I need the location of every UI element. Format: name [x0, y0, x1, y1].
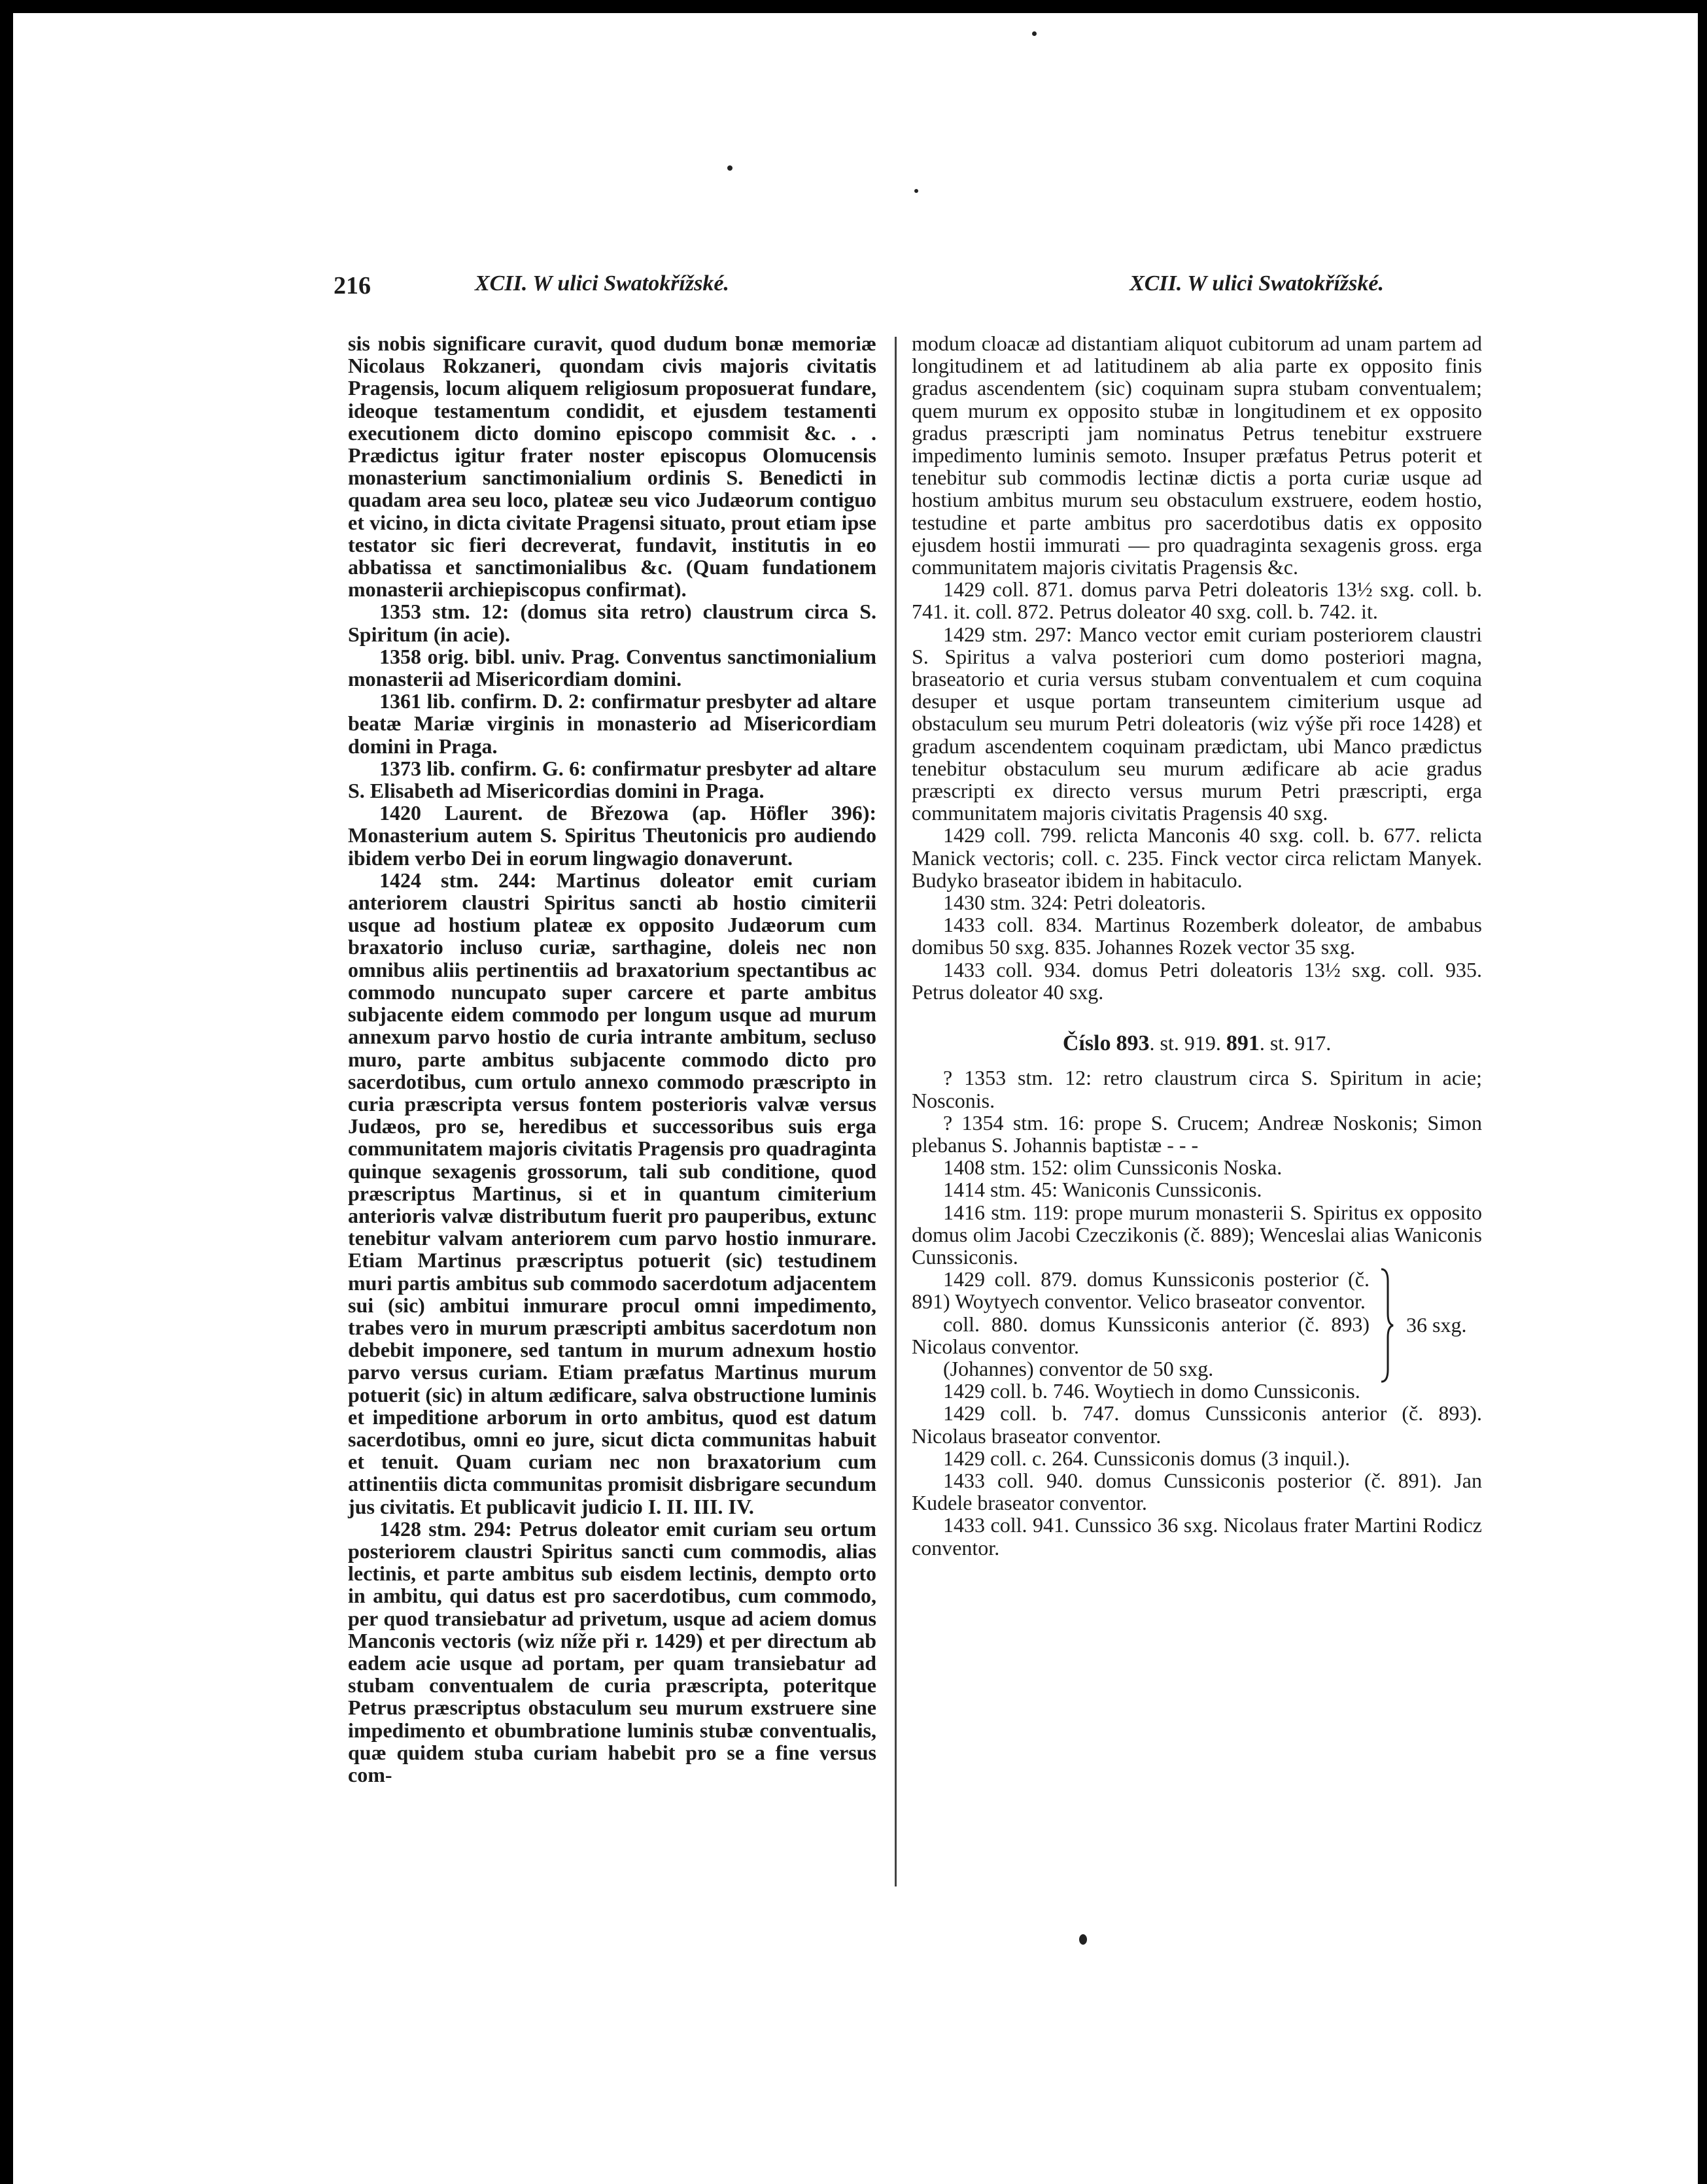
- column-divider: [895, 337, 897, 1886]
- entry: 1414 stm. 45: Waniconis Cunssiconis.: [943, 1178, 1262, 1202]
- entry: 1429 coll. b. 747. domus Cunssiconis anterior (č. 893). Nicolaus braseator conventor.: [912, 1401, 1482, 1448]
- scan-border-right: [1698, 0, 1707, 2184]
- left-column: [348, 332, 876, 1786]
- paragraph: modum cloacæ ad distantiam aliquot cubitorum ad unam partem ad longitudinem et ad latitudinem ab alia parte ex opposito finis gradus ascendentem (sic) coquinam supra stubam conventualem; quem murum ex opposito stubæ in longitudinem et ex opposito gradus præscripti jam nominatus Petrus tenebitur exstruere impedimento luminis semoto. Insuper præfatus Petrus poterit et tenebitur sub commodis lectinæ dictis a porta curiæ usque ad hostium ambitus murum seu obstaculum exstruere, eodem hostio, testudine et parte ambitus pro sacerdotibus datis ex opposito ejusdem hostii immurati — pro quadraginta sexagenis gross. erga communitatem majoris civitatis Pragensis &c.: [912, 332, 1482, 579]
- heading-number-2: 891: [1226, 1031, 1260, 1056]
- entry: 1428 stm. 294: Petrus doleator emit curiam seu ortum posteriorem claustri Spiritus sancti cum commodis, alias lectinis, et parte ambitus sub eisdem lectinis, dempto orto in ambitu, qui datus est pro sacerdotibus, cum commodo, per quod transiebatur ad privetum, usque ad aciem domus Manconis vectoris (wiz níže při r. 1429) et per directum ab eadem acie usque ad portam, per quam transiebatur ad stubam conventualem de curia præscripta, poteritque Petrus præscriptus obstaculum seu murum exstruere sine impedimento et obumbratione luminis stubæ conventualis, quæ quidem stuba curiam habebit pro se a fine versus com-: [348, 1516, 876, 1786]
- heading-ref-2: . st. 917.: [1259, 1031, 1332, 1055]
- entry: ? 1353 stm. 12: retro claustrum circa S. Spiritum in acie; Nosconis.: [912, 1066, 1482, 1112]
- entry: 1430 stm. 324: Petri doleatoris.: [943, 891, 1206, 915]
- scan-speck: [1032, 31, 1037, 36]
- entry: 1353 stm. 12: (domus sita retro) claustrum circa S. Spiritum (in acie).: [348, 600, 876, 646]
- entry: 1358 orig. bibl. univ. Prag. Conventus sanctimonialium monasterii ad Misericordiam domini.: [348, 644, 876, 691]
- entry: 1424 stm. 244: Martinus doleator emit curiam anteriorem claustri Spiritus sancti ab hostio cimiterii usque ad hostium plateæ ex opposito Judæorum cum braxatorio incluso curiæ, sarthagine, doleis nec non omnibus aliis pertinentiis ad braxatorium spectantibus ac commodo nuncupato super carcere et parte ambitus subjacente eidem commodo per longum usque ad murum annexum parvo hostio de curia intrante ambitum, secluso muro, parte ambitus subjacente commodo dicto pro sacerdotibus, cum ortulo annexo commodo præscripto in curia præscripta versus fontem posterioris valvæ versus Judæos, pro se, heredibus et successoribus suis erga communitatem majoris civitatis Pragensis pro quadraginta quinque sexagenis grossorum, tali sub conditione, quod præscriptus Martinus, si et in quantum cimiterium anterioris valvæ distributum fuerit pro pauperibus, extunc tenebitur valvam anteriorem cum parvo hostio inmurare. Etiam Martinus præscriptus potuerit (sic) testudinem muri partis ambitus sub commodo sacerdotum adjacentem sui (sic) ambitui inmurare procul omni impedimento, trabes vero in murum præscripti ambitus sacerdotum non debebit imponere, sed tantum in murum adnexum hostio parvo versus curiam. Etiam præfatus Martinus murum potuerit (sic) in altum ædificare, salva obstructione luminis et impeditione arborum in orto ambitus, quod est datum sacerdotibus, omni eo jure, sicut dicta communitas habuit et tenuit. Quam curiam nec non braxatorium cum attinentiis dicta communitas promisit disbrigare secundum jus civitatis. Et publicavit judicio I. II. III. IV.: [348, 868, 876, 1518]
- entry: 1373 lib. confirm. G. 6: confirmatur presbyter ad altare S. Elisabeth ad Misericordias domini in Praga.: [348, 756, 876, 803]
- scan-border-left: [0, 0, 13, 2184]
- entry: 1416 stm. 119: prope murum monasterii S. Spiritus ex opposito domus olim Jacobi Czeczikonis (č. 889); Wenceslai alias Waniconis Cunssiconis.: [912, 1200, 1482, 1269]
- brace-amount: 36 sxg.: [1406, 1313, 1467, 1337]
- entry: 1433 coll. 940. domus Cunssiconis posterior (č. 891). Jan Kudele braseator conventor.: [912, 1468, 1482, 1515]
- curly-brace: [1380, 1268, 1394, 1383]
- page-header: [334, 271, 1384, 304]
- entry: coll. 880. domus Kunssiconis anterior (č. 893) Nicolaus conventor.: [912, 1312, 1370, 1358]
- page-number: 216: [334, 272, 371, 299]
- running-title-left: XCII. W ulici Swatokřížské.: [475, 271, 729, 296]
- entry: 1420 Laurent. de Březowa (ap. Höfler 396): Monasterium autem S. Spiritus Theutonicis pro audiendo ibidem verbo Dei in eorum lingwagio donaverunt.: [348, 801, 876, 870]
- entry: (Johannes) conventor de 50 sxg.: [943, 1356, 1214, 1380]
- heading-number: 893: [1116, 1031, 1150, 1056]
- scan-speck: [1079, 1934, 1087, 1945]
- entry: 1429 coll. c. 264. Cunssiconis domus (3 inquil.).: [943, 1446, 1351, 1470]
- entry: 1429 coll. 871. domus parva Petri doleatoris 13½ sxg. coll. b. 741. it. coll. 872. Petrus doleator 40 sxg. coll. b. 742. it.: [912, 577, 1482, 624]
- heading-label: Číslo: [1062, 1031, 1111, 1056]
- scan-speck: [914, 189, 918, 193]
- brace-text: [912, 1268, 1370, 1357]
- brace-group: [912, 1268, 1482, 1357]
- scan-border-top: [0, 0, 1707, 13]
- right-column: [912, 332, 1482, 1559]
- entry: 1433 coll. 834. Martinus Rozemberk doleator, de ambabus domibus 50 sxg. 835. Johannes Rozek vector 35 sxg.: [912, 913, 1482, 959]
- entry: 1429 coll. 799. relicta Manconis 40 sxg. coll. b. 677. relicta Manick vectoris; coll. c. 235. Finck vector circa relictam Manyek. Budyko braseator ibidem in habitaculo.: [912, 823, 1482, 892]
- heading-ref: . st. 919.: [1149, 1031, 1226, 1055]
- entry: 1361 lib. confirm. D. 2: confirmatur presbyter ad altare beatæ Mariæ virginis in monasterio ad Misericordiam domini in Praga.: [348, 689, 876, 758]
- entry: 1429 coll. 879. domus Kunssiconis posterior (č. 891) Woytyech conventor. Velico braseator conventor.: [912, 1267, 1370, 1314]
- running-title-right: XCII. W ulici Swatokřížské.: [1129, 271, 1384, 296]
- section-heading: [912, 1032, 1482, 1055]
- entry: 1408 stm. 152: olim Cunssiconis Noska.: [943, 1155, 1283, 1180]
- scan-speck: [727, 165, 733, 171]
- entry: 1429 stm. 297: Manco vector emit curiam posteriorem claustri S. Spiritus a valva posteriori cum domo posteriori magna, braseatorio et curia versus stubam conventualem et cum coquina desuper et usque portam transeuntem cimiterium usque ad obstaculum seu murum Petri doleatoris (wiz výše při roce 1428) et gradum ascendentem coquinam prædictam, ubi Manco prædictus tenebitur obstaculum seu murum ædificare ab acie gradus præscripti ex directo versus murum Petri præscripti, erga communitatem majoris civitatis Pragensis 40 sxg.: [912, 622, 1482, 825]
- entry: 1433 coll. 941. Cunssico 36 sxg. Nicolaus frater Martini Rodicz conventor.: [912, 1513, 1482, 1560]
- entry: 1433 coll. 934. domus Petri doleatoris 13½ sxg. coll. 935. Petrus doleator 40 sxg.: [912, 957, 1482, 1004]
- paragraph: sis nobis significare curavit, quod dudum bonæ memoriæ Nicolaus Rokzaneri, quondam civis majoris civitatis Pragensis, locum aliquem religiosum proposuerat fundare, ideoque testamentum condidit, et ejusdem testamenti executionem dicto domino episcopo commisit &c. . . Prædictus igitur frater noster episcopus Olomucensis monasterium sanctimonialium ordinis S. Benedicti in quadam area seu loco, plateæ seu vico Judæorum contiguo et vicino, in dicta civitate Pragensi situato, prout etiam ipse testator sic fieri decreverat, fundavit, institutis in eo abbatissa et sanctimonialibus &c. (Quam fundationem monasterii archiepiscopus confirmat).: [348, 332, 876, 602]
- entry: ? 1354 stm. 16: prope S. Crucem; Andreæ Noskonis; Simon plebanus S. Johannis baptistæ - - -: [912, 1110, 1482, 1157]
- entry: 1429 coll. b. 746. Woytiech in domo Cunssiconis.: [943, 1379, 1360, 1403]
